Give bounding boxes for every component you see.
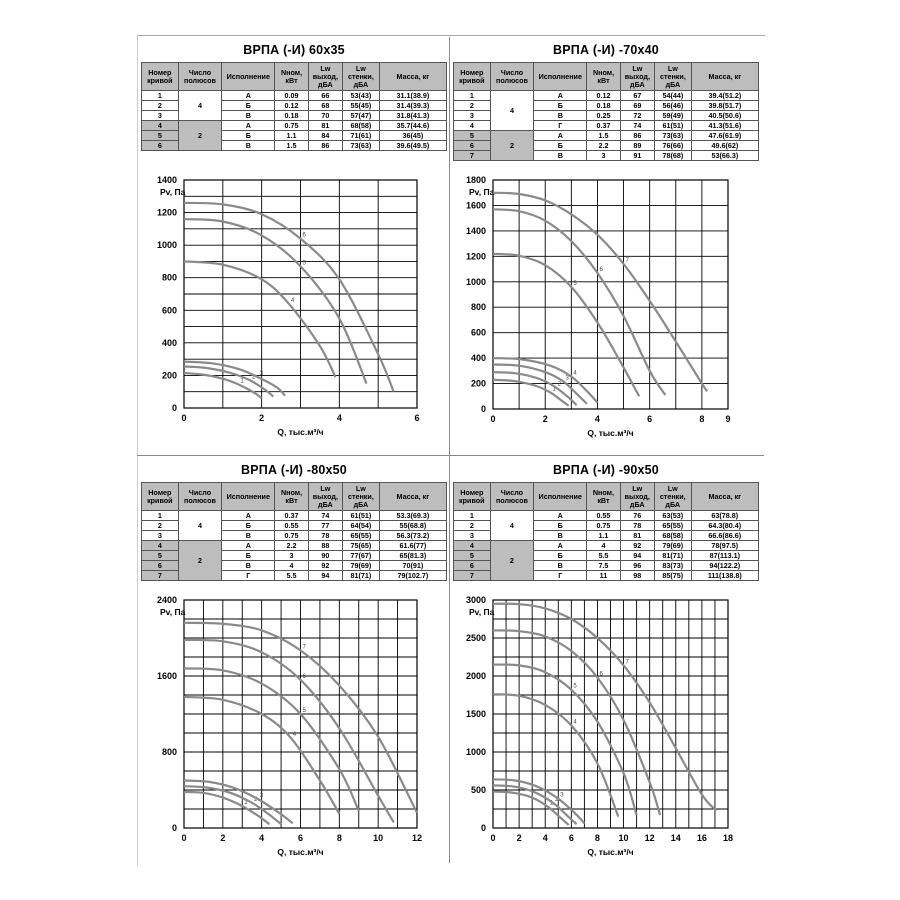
x-tick-label: 0 — [490, 414, 496, 424]
table-cell: 6 — [142, 561, 179, 571]
table-header-cell: Масса, кг — [691, 483, 758, 511]
table-cell: 76 — [620, 511, 654, 521]
table-header-cell: Номер кривой — [142, 63, 179, 91]
table-cell: 1.1 — [587, 531, 620, 541]
table-cell: 3 — [142, 111, 179, 121]
table-cell: В — [534, 561, 587, 571]
y-tick-label: 3000 — [465, 595, 486, 605]
table-cell: 70(91) — [379, 561, 446, 571]
curve-number-label: 5 — [573, 683, 577, 690]
table-cell: 11 — [587, 571, 620, 581]
x-tick-label: 6 — [297, 833, 304, 843]
table-cell: 6 — [142, 141, 179, 151]
table-cell: 0.37 — [587, 121, 620, 131]
x-tick-label: 9 — [725, 414, 731, 424]
table-cell: А — [534, 91, 587, 101]
table-cell: 78(68) — [655, 151, 692, 161]
table-cell: 1.1 — [275, 131, 308, 141]
table-cell: 1 — [142, 511, 179, 521]
table-cell: 1 — [454, 511, 491, 521]
table-cell: 3 — [454, 531, 491, 541]
table-cell: 47.6(61.9) — [691, 131, 758, 141]
table-cell: 85(75) — [654, 571, 691, 581]
table-header-cell: Масса, кг — [379, 483, 446, 511]
table-cell: 0.37 — [275, 511, 308, 521]
curve-number-label: 4 — [573, 719, 577, 726]
table-cell: Б — [534, 141, 587, 151]
x-tick-label: 0 — [490, 833, 496, 843]
y-tick-label: 2400 — [156, 595, 177, 605]
table-cell: 2 — [142, 101, 179, 111]
table-header-cell: Nном, кВт — [587, 63, 620, 91]
x-tick-label: 2 — [220, 833, 226, 843]
table-cell: 65(55) — [654, 521, 691, 531]
table-header-cell: Nном, кВт — [587, 483, 620, 511]
y-tick-label: 400 — [470, 353, 486, 364]
curve-number-label: 5 — [302, 260, 306, 267]
table-cell: 2 — [454, 521, 491, 531]
y-tick-label: 0 — [171, 403, 177, 413]
curve-number-label: 4 — [573, 370, 577, 377]
table-cell: 0.09 — [275, 91, 308, 101]
table-header-cell: Номер кривой — [454, 63, 491, 91]
x-tick-label: 0 — [181, 833, 187, 843]
table-header-cell: Исполнение — [222, 483, 275, 511]
x-tick-label: 0 — [181, 413, 187, 423]
table-cell: В — [534, 531, 587, 541]
table-header-cell: Масса, кг — [379, 63, 446, 91]
table-cell: 5 — [454, 551, 491, 561]
table-cell: 31.1(38.9) — [379, 91, 446, 101]
table-header-cell: Исполнение — [534, 483, 587, 511]
table-cell: 1 — [142, 91, 179, 101]
table-cell: 3 — [142, 531, 179, 541]
table-cell: 61(51) — [343, 511, 380, 521]
table-cell: 7 — [454, 151, 491, 161]
y-tick-label: 600 — [161, 305, 177, 316]
table-cell: 91 — [620, 151, 654, 161]
y-tick-label: 1000 — [465, 747, 486, 757]
x-tick-label: 10 — [618, 833, 629, 843]
table-cell: 4 — [142, 541, 179, 551]
x-tick-label: 2 — [259, 413, 265, 423]
panel-title: ВРПА (-И) 60x35 — [243, 43, 345, 57]
table-cell: 94 — [620, 551, 654, 561]
x-tick-label: 16 — [696, 833, 707, 843]
table-cell-poles: 2 — [178, 541, 222, 581]
curve-number-label: 6 — [599, 266, 603, 273]
panel-title: ВРПА (-И) -90x50 — [553, 463, 659, 477]
table-cell: 94 — [308, 571, 342, 581]
table-header-cell: Номер кривой — [142, 483, 179, 511]
y-tick-label: 2500 — [465, 633, 486, 643]
table-cell: 64.3(80.4) — [691, 521, 758, 531]
y-tick-label: 200 — [161, 370, 177, 381]
table-cell: 59(49) — [655, 111, 692, 121]
table-cell: Г — [534, 121, 587, 131]
table-cell: 70 — [308, 111, 342, 121]
curve-number-label: 3 — [259, 793, 264, 800]
x-tick-label: 6 — [647, 414, 653, 424]
table-header-cell: Lw выход, дБА — [620, 483, 654, 511]
table-cell: 2 — [454, 101, 491, 111]
table-cell: 35.7(44.6) — [379, 121, 446, 131]
table-cell: В — [222, 141, 275, 151]
curve-number-label: 1 — [552, 386, 556, 393]
table-header-cell: Lw стенки, дБА — [343, 63, 380, 91]
y-axis-label: Pv, Па — [469, 187, 495, 197]
table-header-cell: Число полюсов — [178, 483, 222, 511]
table-cell: 2.2 — [275, 541, 308, 551]
x-axis-label: Q, тыс.м³/ч — [277, 847, 324, 857]
table-cell: 54(44) — [655, 91, 692, 101]
table-cell: 74 — [308, 511, 342, 521]
table-cell-poles: 4 — [490, 91, 534, 131]
table-cell: 3 — [454, 111, 491, 121]
table-cell: 4 — [275, 561, 308, 571]
curve-number-label: 5 — [302, 708, 306, 714]
table-header-cell: Lw выход, дБА — [308, 483, 342, 511]
table-cell: 81(71) — [654, 551, 691, 561]
table-header-cell: Исполнение — [222, 63, 275, 91]
curve-number-label: 3 — [560, 792, 564, 799]
table-cell: 61.6(77) — [379, 541, 446, 551]
table-cell: 1.5 — [275, 141, 308, 151]
panel-title: ВРПА (-И) -70x40 — [553, 43, 659, 57]
y-axis-label: Pv, Па — [160, 607, 186, 617]
table-cell: 98 — [620, 571, 654, 581]
table-cell: 4 — [587, 541, 620, 551]
table-cell: 7 — [454, 571, 491, 581]
table-header-cell: Nном, кВт — [275, 63, 308, 91]
table-cell: 92 — [620, 541, 654, 551]
curve-number-label: 7 — [302, 644, 306, 651]
table-cell: 36(45) — [379, 131, 446, 141]
curve-number-label: 7 — [625, 257, 629, 264]
table-cell: 79(69) — [343, 561, 380, 571]
table-header-cell: Число полюсов — [490, 63, 534, 91]
table-cell: 31.8(41.3) — [379, 111, 446, 121]
table-cell: 68(58) — [654, 531, 691, 541]
table-cell: 67 — [620, 91, 654, 101]
x-tick-label: 6 — [568, 833, 574, 843]
x-tick-label: 4 — [542, 833, 548, 843]
y-tick-label: 800 — [161, 272, 177, 283]
table-cell: 0.18 — [587, 101, 620, 111]
table-cell: 68 — [308, 101, 342, 111]
table-cell: Б — [534, 551, 587, 561]
table-cell: Б — [222, 551, 275, 561]
table-cell: 39.4(51.2) — [691, 91, 758, 101]
table-header-cell: Число полюсов — [490, 483, 534, 511]
table-cell: Г — [534, 571, 587, 581]
table-cell: 68(58) — [343, 121, 380, 131]
table-cell: 73(63) — [655, 131, 692, 141]
y-tick-label: 1400 — [156, 175, 177, 185]
table-cell: 0.55 — [275, 521, 308, 531]
table-cell: 49.6(62) — [691, 141, 758, 151]
table-cell: А — [534, 541, 587, 551]
table-header-cell: Номер кривой — [454, 483, 491, 511]
table-cell: 56(46) — [655, 101, 692, 111]
table-cell: 55(68.8) — [379, 521, 446, 531]
table-cell: 88 — [308, 541, 342, 551]
x-axis-label: Q, тыс.м³/ч — [587, 428, 634, 438]
table-cell: А — [222, 511, 275, 521]
table-cell: 5.5 — [275, 571, 308, 581]
table-cell: 39.6(49.5) — [379, 141, 446, 151]
table-cell: В — [534, 111, 587, 121]
table-cell: 0.55 — [587, 511, 620, 521]
x-tick-label: 4 — [259, 833, 265, 843]
curve-number-label: 6 — [302, 232, 306, 239]
table-cell: 4 — [454, 541, 491, 551]
table-cell: 111(138.8) — [691, 571, 758, 581]
y-tick-label: 0 — [480, 823, 486, 833]
table-header-cell: Lw стенки, дБА — [654, 483, 691, 511]
table-cell: 65(55) — [343, 531, 380, 541]
table-cell: 3 — [275, 551, 308, 561]
table-header-cell: Масса, кг — [691, 63, 758, 91]
table-cell: 94(122.2) — [691, 561, 758, 571]
table-cell: 79(69) — [654, 541, 691, 551]
table-cell: А — [534, 131, 587, 141]
table-cell: 74 — [620, 121, 654, 131]
table-header-cell: Lw стенки, дБА — [655, 63, 692, 91]
table-cell: Б — [222, 131, 275, 141]
table-cell: 69 — [620, 101, 654, 111]
x-tick-label: 8 — [336, 833, 342, 843]
table-header-cell: Число полюсов — [178, 63, 222, 91]
table-cell: 66 — [308, 91, 342, 101]
table-cell: 71(61) — [343, 131, 380, 141]
y-axis-label: Pv, Па — [469, 607, 495, 617]
table-header-cell: Исполнение — [534, 63, 587, 91]
table-cell: 31.4(39.3) — [379, 101, 446, 111]
table-cell: Б — [534, 101, 587, 111]
table-cell: 77 — [308, 521, 342, 531]
table-cell: 92 — [308, 561, 342, 571]
table-cell: 81 — [308, 121, 342, 131]
x-tick-label: 2 — [516, 833, 522, 843]
table-cell: 75(65) — [343, 541, 380, 551]
curve-number-label: 2 — [557, 381, 562, 388]
curve-number-label: 1 — [549, 800, 554, 807]
table-cell-poles: 2 — [490, 131, 534, 161]
table-cell: 87(113.1) — [691, 551, 758, 561]
table-cell: 0.25 — [587, 111, 620, 121]
table-cell: 1.5 — [587, 131, 620, 141]
table-cell: 0.18 — [275, 111, 308, 121]
table-cell: 79(102.7) — [379, 571, 446, 581]
y-tick-label: 0 — [480, 404, 486, 414]
curve-number-label: 4 — [292, 731, 297, 738]
x-tick-label: 8 — [699, 414, 705, 424]
y-tick-label: 600 — [470, 327, 486, 338]
table-cell: 0.75 — [587, 521, 620, 531]
table-cell: 78(97.5) — [691, 541, 758, 551]
table-cell: 41.3(51.6) — [691, 121, 758, 131]
table-cell: 64(54) — [343, 521, 380, 531]
x-tick-label: 12 — [644, 833, 655, 843]
table-cell: 55(45) — [343, 101, 380, 111]
x-tick-label: 18 — [722, 833, 734, 843]
table-cell: 83(73) — [654, 561, 691, 571]
table-cell: 6 — [454, 561, 491, 571]
x-tick-label: 4 — [594, 414, 600, 424]
curve-number-label: 4 — [290, 297, 295, 304]
y-tick-label: 1600 — [156, 671, 177, 681]
y-tick-label: 200 — [470, 378, 486, 389]
table-cell: А — [534, 511, 587, 521]
table-cell: Б — [222, 521, 275, 531]
x-axis-label: Q, тыс.м³/ч — [587, 847, 634, 857]
table-cell: 7 — [142, 571, 179, 581]
table-cell: 65(81.3) — [379, 551, 446, 561]
table-cell: 0.12 — [275, 101, 308, 111]
table-cell: 81 — [620, 531, 654, 541]
table-cell: 81(71) — [343, 571, 380, 581]
table-cell: 77(67) — [343, 551, 380, 561]
table-cell: 76(66) — [655, 141, 692, 151]
table-cell-poles: 2 — [490, 541, 534, 581]
table-cell: 39.8(51.7) — [691, 101, 758, 111]
table-cell-poles: 2 — [178, 121, 222, 151]
table-cell: 0.75 — [275, 121, 308, 131]
curve-number-label: 2 — [252, 374, 256, 381]
table-cell: 53.3(69.3) — [379, 511, 446, 521]
table-cell: 2 — [142, 521, 179, 531]
table-cell: 5 — [454, 131, 491, 141]
y-tick-label: 1400 — [465, 225, 486, 236]
table-cell: 1 — [454, 91, 491, 101]
curve-number-label: 2 — [253, 796, 258, 803]
table-cell: 4 — [142, 121, 179, 131]
table-header-cell: Lw выход, дБА — [308, 63, 342, 91]
y-tick-label: 1800 — [465, 175, 486, 185]
curve-number-label: 2 — [555, 796, 559, 803]
y-tick-label: 0 — [171, 823, 177, 833]
table-cell: 56.3(73.2) — [379, 531, 446, 541]
table-header-cell: Nном, кВт — [275, 483, 308, 511]
table-cell: 63(53) — [654, 511, 691, 521]
x-tick-label: 8 — [594, 833, 600, 843]
curve-number-label: 6 — [302, 673, 306, 680]
curve-number-label: 3 — [259, 371, 264, 378]
table-cell: 5.5 — [587, 551, 620, 561]
table-cell: 57(47) — [343, 111, 380, 121]
table-cell-poles: 4 — [178, 91, 222, 121]
table-cell: 72 — [620, 111, 654, 121]
x-axis-label: Q, тыс.м³/ч — [277, 427, 324, 437]
x-tick-label: 10 — [373, 833, 384, 843]
panel-title: ВРПА (-И) -80x50 — [241, 463, 347, 477]
y-tick-label: 800 — [470, 302, 486, 313]
curve-number-label: 5 — [573, 280, 577, 287]
table-cell: В — [222, 561, 275, 571]
table-cell: 5 — [142, 131, 179, 141]
table-cell: 4 — [454, 121, 491, 131]
curve-number-label: 1 — [244, 800, 248, 807]
x-tick-label: 2 — [542, 414, 548, 424]
table-cell: А — [222, 121, 275, 131]
table-cell: 86 — [308, 141, 342, 151]
curve-number-label: 3 — [565, 375, 569, 382]
table-cell: 5 — [142, 551, 179, 561]
table-cell: Б — [534, 521, 587, 531]
table-cell: 61(51) — [655, 121, 692, 131]
table-cell: 89 — [620, 141, 654, 151]
y-tick-label: 1600 — [465, 200, 486, 211]
x-tick-label: 14 — [670, 833, 681, 843]
y-tick-label: 400 — [161, 337, 177, 348]
table-cell-poles: 4 — [178, 511, 222, 541]
table-cell: 86 — [620, 131, 654, 141]
table-cell: 84 — [308, 131, 342, 141]
table-cell: 53(43) — [343, 91, 380, 101]
table-cell: 6 — [454, 141, 491, 151]
y-tick-label: 1000 — [465, 276, 486, 287]
table-cell: 53(66.3) — [691, 151, 758, 161]
table-cell: 78 — [308, 531, 342, 541]
table-cell: В — [222, 111, 275, 121]
table-cell: Б — [222, 101, 275, 111]
y-axis-label: Pv, Па — [160, 187, 186, 197]
curve-number-label: 7 — [625, 659, 629, 666]
table-cell: А — [222, 541, 275, 551]
y-tick-label: 2000 — [465, 671, 486, 681]
table-header-cell: Lw стенки, дБА — [343, 483, 380, 511]
table-cell: 40.5(50.6) — [691, 111, 758, 121]
x-tick-label: 12 — [411, 833, 423, 843]
curve-number-label: 6 — [599, 671, 603, 678]
table-cell: 0.12 — [587, 91, 620, 101]
y-tick-label: 500 — [470, 785, 486, 795]
table-cell: 66.6(86.6) — [691, 531, 758, 541]
table-cell: 96 — [620, 561, 654, 571]
table-cell: 7.5 — [587, 561, 620, 571]
table-cell: 0.75 — [275, 531, 308, 541]
table-cell-poles: 4 — [490, 511, 534, 541]
table-cell: В — [534, 151, 587, 161]
y-tick-label: 800 — [161, 747, 177, 757]
table-cell: 78 — [620, 521, 654, 531]
table-cell: 63(78.8) — [691, 511, 758, 521]
table-cell: 90 — [308, 551, 342, 561]
table-cell: Г — [222, 571, 275, 581]
y-tick-label: 1200 — [465, 251, 486, 262]
x-tick-label: 4 — [336, 413, 342, 423]
y-tick-label: 1200 — [156, 207, 177, 218]
y-tick-label: 1000 — [156, 240, 177, 251]
curve-number-label: 1 — [240, 378, 244, 385]
x-tick-label: 6 — [414, 413, 420, 423]
table-cell: 73(63) — [343, 141, 380, 151]
table-cell: В — [222, 531, 275, 541]
table-cell: 3 — [587, 151, 620, 161]
table-cell: 2.2 — [587, 141, 620, 151]
table-header-cell: Lw выход, дБА — [620, 63, 654, 91]
y-tick-label: 1500 — [465, 709, 486, 719]
table-cell: А — [222, 91, 275, 101]
